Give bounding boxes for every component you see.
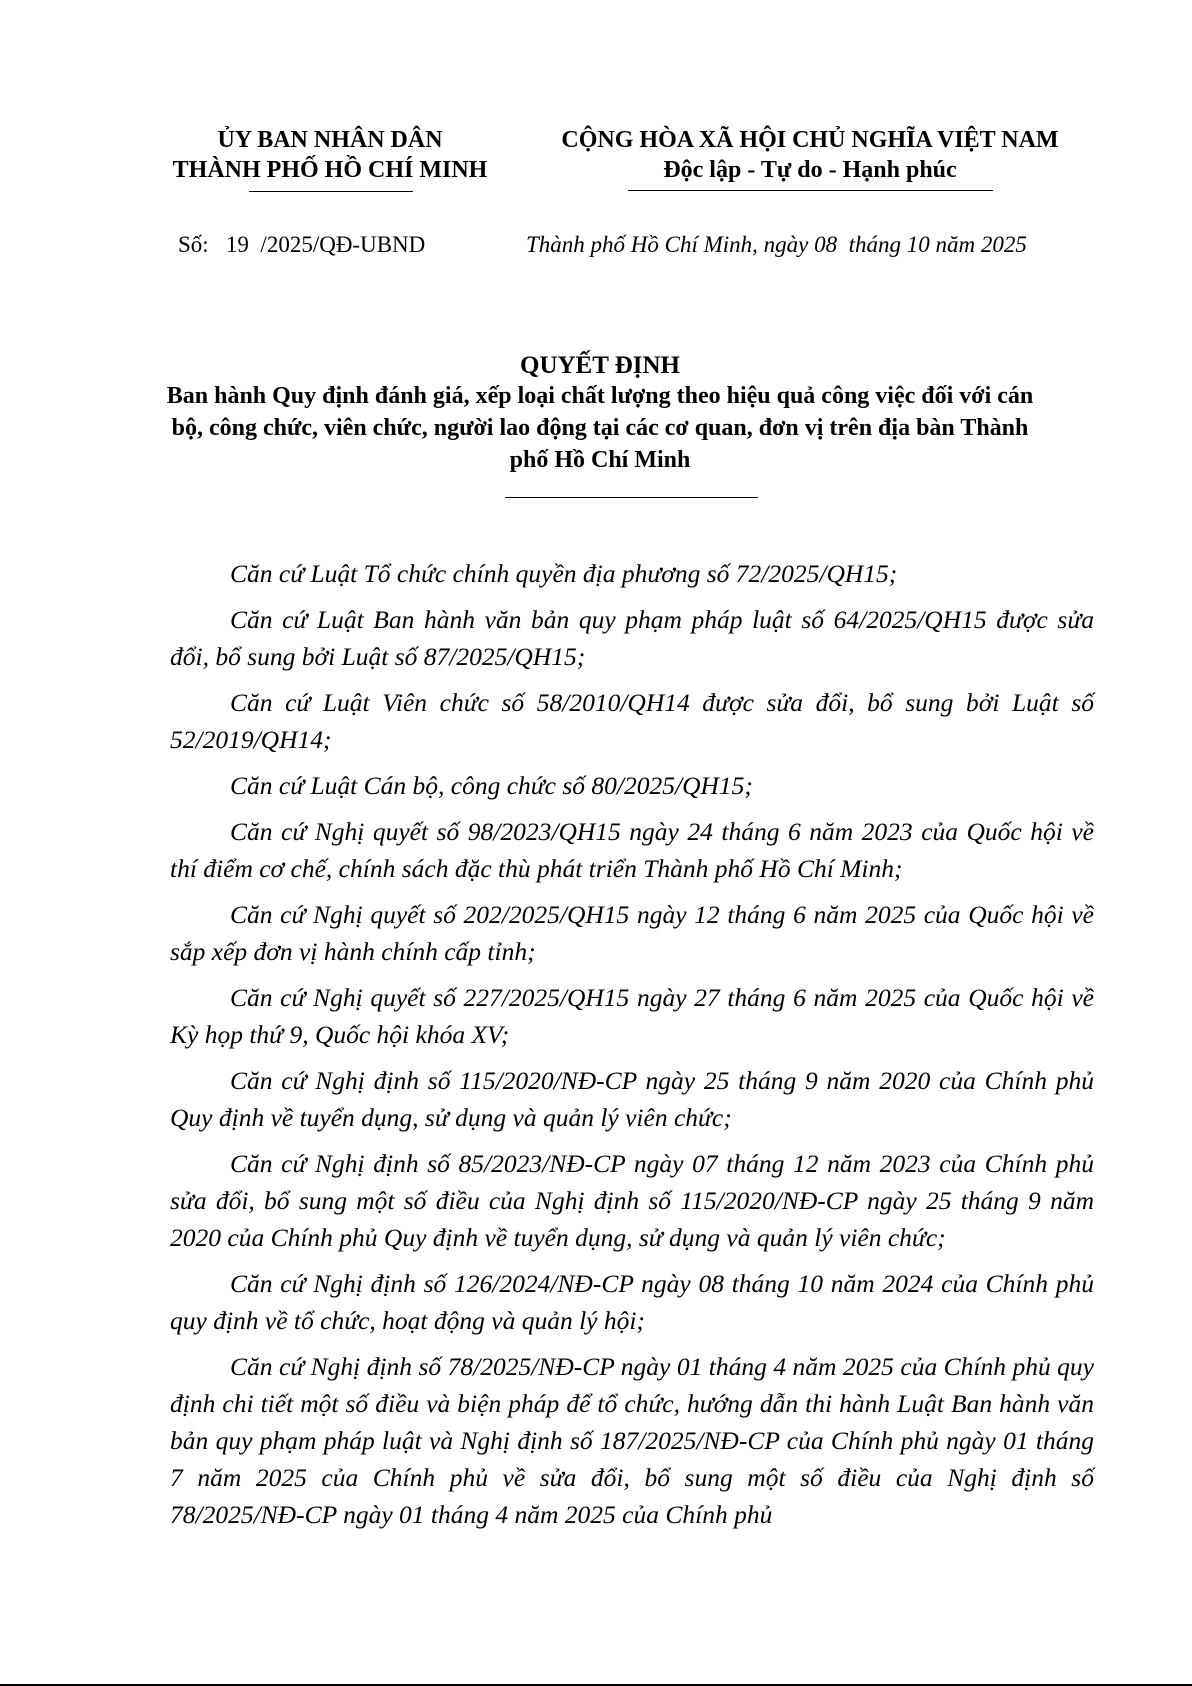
legal-basis-paragraph: Căn cứ Nghị định số 78/2025/NĐ-CP ngày 01 tháng 4 năm 2025 của Chính phủ quy định chi tiết một số điều và biện pháp để tổ chức, hướng dẫn thi hành Luật Ban hành văn bản quy phạm pháp luật và Nghị định số 187/2025/NĐ-CP của Chính phủ ngày 01 tháng 7 năm 2025 của Chính phủ về sửa đổi, bổ sung một số điều của Nghị định số 78/2025/NĐ-CP ngày 01 tháng 4 năm 2025 của Chính phủ (170, 1352, 1094, 1529)
legal-basis-paragraph: Căn cứ Luật Cán bộ, công chức số 80/2025/QH15; (230, 771, 753, 800)
document-number: Số: 19 /2025/QĐ-UBND (178, 232, 426, 257)
legal-basis-paragraph: Căn cứ Nghị định số 126/2024/NĐ-CP ngày 08 tháng 10 năm 2024 của Chính phủ quy định về tổ chức, hoạt động và quản lý hội; (170, 1269, 1094, 1335)
authority-underline (249, 191, 413, 192)
legal-basis-paragraph: Căn cứ Luật Tổ chức chính quyền địa phương số 72/2025/QH15; (230, 559, 898, 588)
motto-underline (628, 190, 993, 191)
legal-basis-paragraph: Căn cứ Luật Viên chức số 58/2010/QH14 được sửa đổi, bổ sung bởi Luật số 52/2019/QH14; (170, 688, 1094, 754)
authority-line-1: ỦY BAN NHÂN DÂN (217, 127, 443, 153)
motto-line: Độc lập - Tự do - Hạnh phúc (663, 157, 957, 183)
legal-basis-paragraph: Căn cứ Nghị quyết số 227/2025/QH15 ngày 27 tháng 6 năm 2025 của Quốc hội về Kỳ họp thứ 9, Quốc hội khóa XV; (170, 983, 1094, 1049)
legal-basis-paragraph: Căn cứ Nghị định số 115/2020/NĐ-CP ngày 25 tháng 9 năm 2020 của Chính phủ Quy định về tuyển dụng, sử dụng và quản lý viên chức; (170, 1066, 1094, 1132)
legal-basis-paragraph: Căn cứ Nghị quyết số 202/2025/QH15 ngày 12 tháng 6 năm 2025 của Quốc hội về sắp xếp đơn vị hành chính cấp tỉnh; (170, 900, 1094, 966)
document-body (170, 555, 1094, 1542)
subtitle-underline (505, 497, 758, 498)
legal-basis-paragraph: Căn cứ Nghị quyết số 98/2023/QH15 ngày 24 tháng 6 năm 2023 của Quốc hội về thí điểm cơ chế, chính sách đặc thù phát triển Thành phố Hồ Chí Minh; (170, 817, 1094, 883)
document-subtitle: Ban hành Quy định đánh giá, xếp loại chất lượng theo hiệu quả công việc đối với cán bộ, công chức, viên chức, người lao động tại các cơ quan, đơn vị trên địa bàn Thành phố Hồ Chí Minh (166, 383, 1034, 473)
legal-basis-paragraph: Căn cứ Luật Ban hành văn bản quy phạm pháp luật số 64/2025/QH15 được sửa đổi, bổ sung bởi Luật số 87/2025/QH15; (170, 605, 1094, 671)
document-title: QUYẾT ĐỊNH (520, 352, 680, 379)
national-motto (530, 125, 1090, 185)
document-date: Thành phố Hồ Chí Minh, ngày 08 tháng 10 năm 2025 (526, 232, 1027, 257)
authority-line-2: THÀNH PHỐ HỒ CHÍ MINH (172, 157, 488, 183)
legal-basis-paragraph: Căn cứ Nghị định số 85/2023/NĐ-CP ngày 07 tháng 12 năm 2023 của Chính phủ sửa đổi, bổ sung một số điều của Nghị định số 115/2020/NĐ-CP ngày 25 tháng 9 năm 2020 của Chính phủ Quy định về tuyển dụng, sử dụng và quản lý viên chức; (170, 1149, 1094, 1252)
country-name: CỘNG HÒA XÃ HỘI CHỦ NGHĨA VIỆT NAM (561, 127, 1059, 153)
issuing-authority (150, 125, 510, 185)
